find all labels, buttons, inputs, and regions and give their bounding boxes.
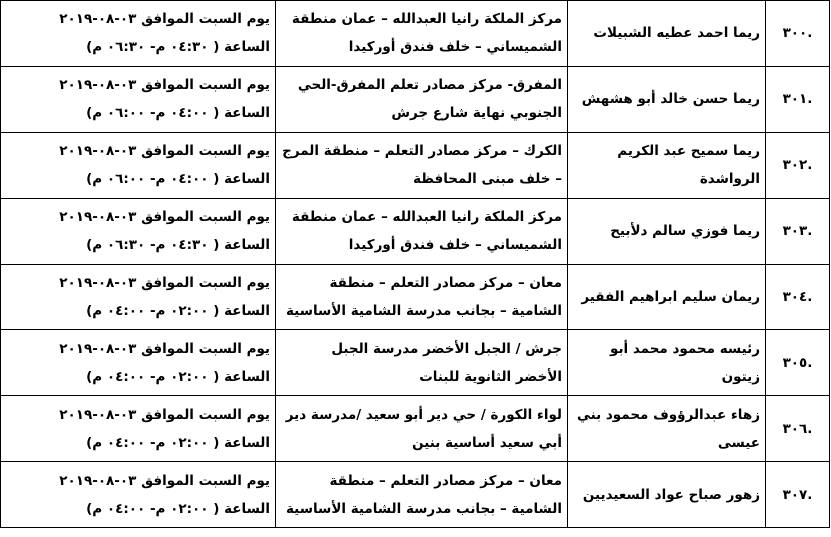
row-number: .٣٠٣ — [766, 198, 830, 264]
hour-line: الساعة ( ٠٤:٠٠ م- ٠٦:٠٠ م) — [86, 171, 270, 188]
table-row — [1, 396, 830, 462]
candidate-name: رئيسه محمود محمد أبو زيتون — [568, 330, 766, 396]
row-number: .٣٠٤ — [766, 264, 830, 330]
location-line: جرش / الجبل الأخضر مدرسة الجبل — [331, 340, 562, 357]
exam-location — [276, 462, 568, 528]
location-line: الكرك – مركز مصادر التعلم – منطقة المرج — [282, 143, 562, 160]
location-line: لواء الكورة / حي دير أبو سعيد /مدرسة دير — [285, 406, 562, 423]
exam-time — [1, 396, 276, 462]
name-line: عيسى — [717, 434, 760, 451]
date-line: يوم السبت الموافق ٠٣-٠٨-٢٠١٩ — [59, 11, 270, 28]
location-line: معان – مركز مصادر التعلم – منطقة — [329, 472, 562, 489]
location-line: الشامية – بجانب مدرسة الشامية الأساسية — [286, 302, 562, 319]
row-number: .٣٠٥ — [766, 330, 830, 396]
exam-time — [1, 264, 276, 330]
candidate-name: ريما احمد عطيه الشبيلات — [568, 1, 766, 67]
exam-time — [1, 66, 276, 132]
row-number: .٣٠٢ — [766, 132, 830, 198]
location-line: الشامية – بجانب مدرسة الشامية الأساسية — [286, 500, 562, 517]
candidate-name: ريما فوزي سالم دلأبيح — [568, 198, 766, 264]
location-line: أبي سعيد أساسية بنين — [412, 434, 562, 451]
exam-time — [1, 1, 276, 67]
location-line: الشميساني – خلف فندق أوركيدا — [348, 39, 562, 56]
date-line: يوم السبت الموافق ٠٣-٠٨-٢٠١٩ — [59, 472, 270, 489]
hour-line: الساعة ( ٠٤:٠٠ م- ٠٦:٠٠ م) — [86, 105, 270, 122]
exam-location — [276, 396, 568, 462]
row-number: .٣٠١ — [766, 66, 830, 132]
date-line: يوم السبت الموافق ٠٣-٠٨-٢٠١٩ — [59, 406, 270, 423]
candidate-name: ريما سميح عبد الكريم الرواشدة — [568, 132, 766, 198]
table-row — [1, 66, 830, 132]
date-line: يوم السبت الموافق ٠٣-٠٨-٢٠١٩ — [59, 274, 270, 291]
table-row — [1, 462, 830, 528]
date-line: يوم السبت الموافق ٠٣-٠٨-٢٠١٩ — [59, 143, 270, 160]
table-row — [1, 1, 830, 67]
candidate-name — [568, 396, 766, 462]
date-line: يوم السبت الموافق ٠٣-٠٨-٢٠١٩ — [59, 77, 270, 94]
exam-location — [276, 198, 568, 264]
row-number: .٣٠٦ — [766, 396, 830, 462]
date-line: يوم السبت الموافق ٠٣-٠٨-٢٠١٩ — [59, 209, 270, 226]
location-line: المفرق- مركز مصادر تعلم المفرق-الحي — [297, 77, 562, 94]
hour-line: الساعة ( ٠٤:٣٠ م- ٠٦:٣٠ م) — [86, 237, 270, 254]
location-line: معان – مركز مصادر التعلم – منطقة — [329, 274, 562, 291]
exam-time — [1, 462, 276, 528]
table-row — [1, 330, 830, 396]
row-number: .٣٠٧ — [766, 462, 830, 528]
location-line: مركز الملكة رانيا العبدالله – عمان منطقة — [291, 209, 562, 226]
hour-line: الساعة ( ٠٢:٠٠ م- ٠٤:٠٠ م) — [86, 302, 270, 319]
exam-time — [1, 198, 276, 264]
hour-line: الساعة ( ٠٤:٣٠ م- ٠٦:٣٠ م) — [86, 39, 270, 56]
name-line: زهاء عبدالرؤوف محمود بني — [576, 406, 760, 423]
location-line: الأخضر الثانوية للبنات — [419, 368, 562, 385]
location-line: الجنوبي نهاية شارع جرش — [391, 105, 562, 122]
table-row — [1, 198, 830, 264]
exam-location — [276, 264, 568, 330]
exam-time — [1, 330, 276, 396]
location-line: – خلف مبنى المحافظة — [413, 171, 562, 188]
exam-time — [1, 132, 276, 198]
location-line: مركز الملكة رانيا العبدالله – عمان منطقة — [291, 11, 562, 28]
date-line: يوم السبت الموافق ٠٣-٠٨-٢٠١٩ — [59, 340, 270, 357]
candidate-name: ريمان سليم ابراهيم الفقير — [568, 264, 766, 330]
table-row — [1, 264, 830, 330]
row-number: .٣٠٠ — [766, 1, 830, 67]
exam-location — [276, 132, 568, 198]
candidate-name: ريما حسن خالد أبو هشهش — [568, 66, 766, 132]
exam-location — [276, 330, 568, 396]
hour-line: الساعة ( ٠٢:٠٠ م- ٠٤:٠٠ م) — [86, 368, 270, 385]
table-row — [1, 132, 830, 198]
candidate-name: زهور صباح عواد السعيديين — [568, 462, 766, 528]
exam-location — [276, 1, 568, 67]
hour-line: الساعة ( ٠٢:٠٠ م- ٠٤:٠٠ م) — [86, 434, 270, 451]
exam-location — [276, 66, 568, 132]
hour-line: الساعة ( ٠٢:٠٠ م- ٠٤:٠٠ م) — [86, 500, 270, 517]
location-line: الشميساني – خلف فندق أوركيدا — [348, 237, 562, 254]
